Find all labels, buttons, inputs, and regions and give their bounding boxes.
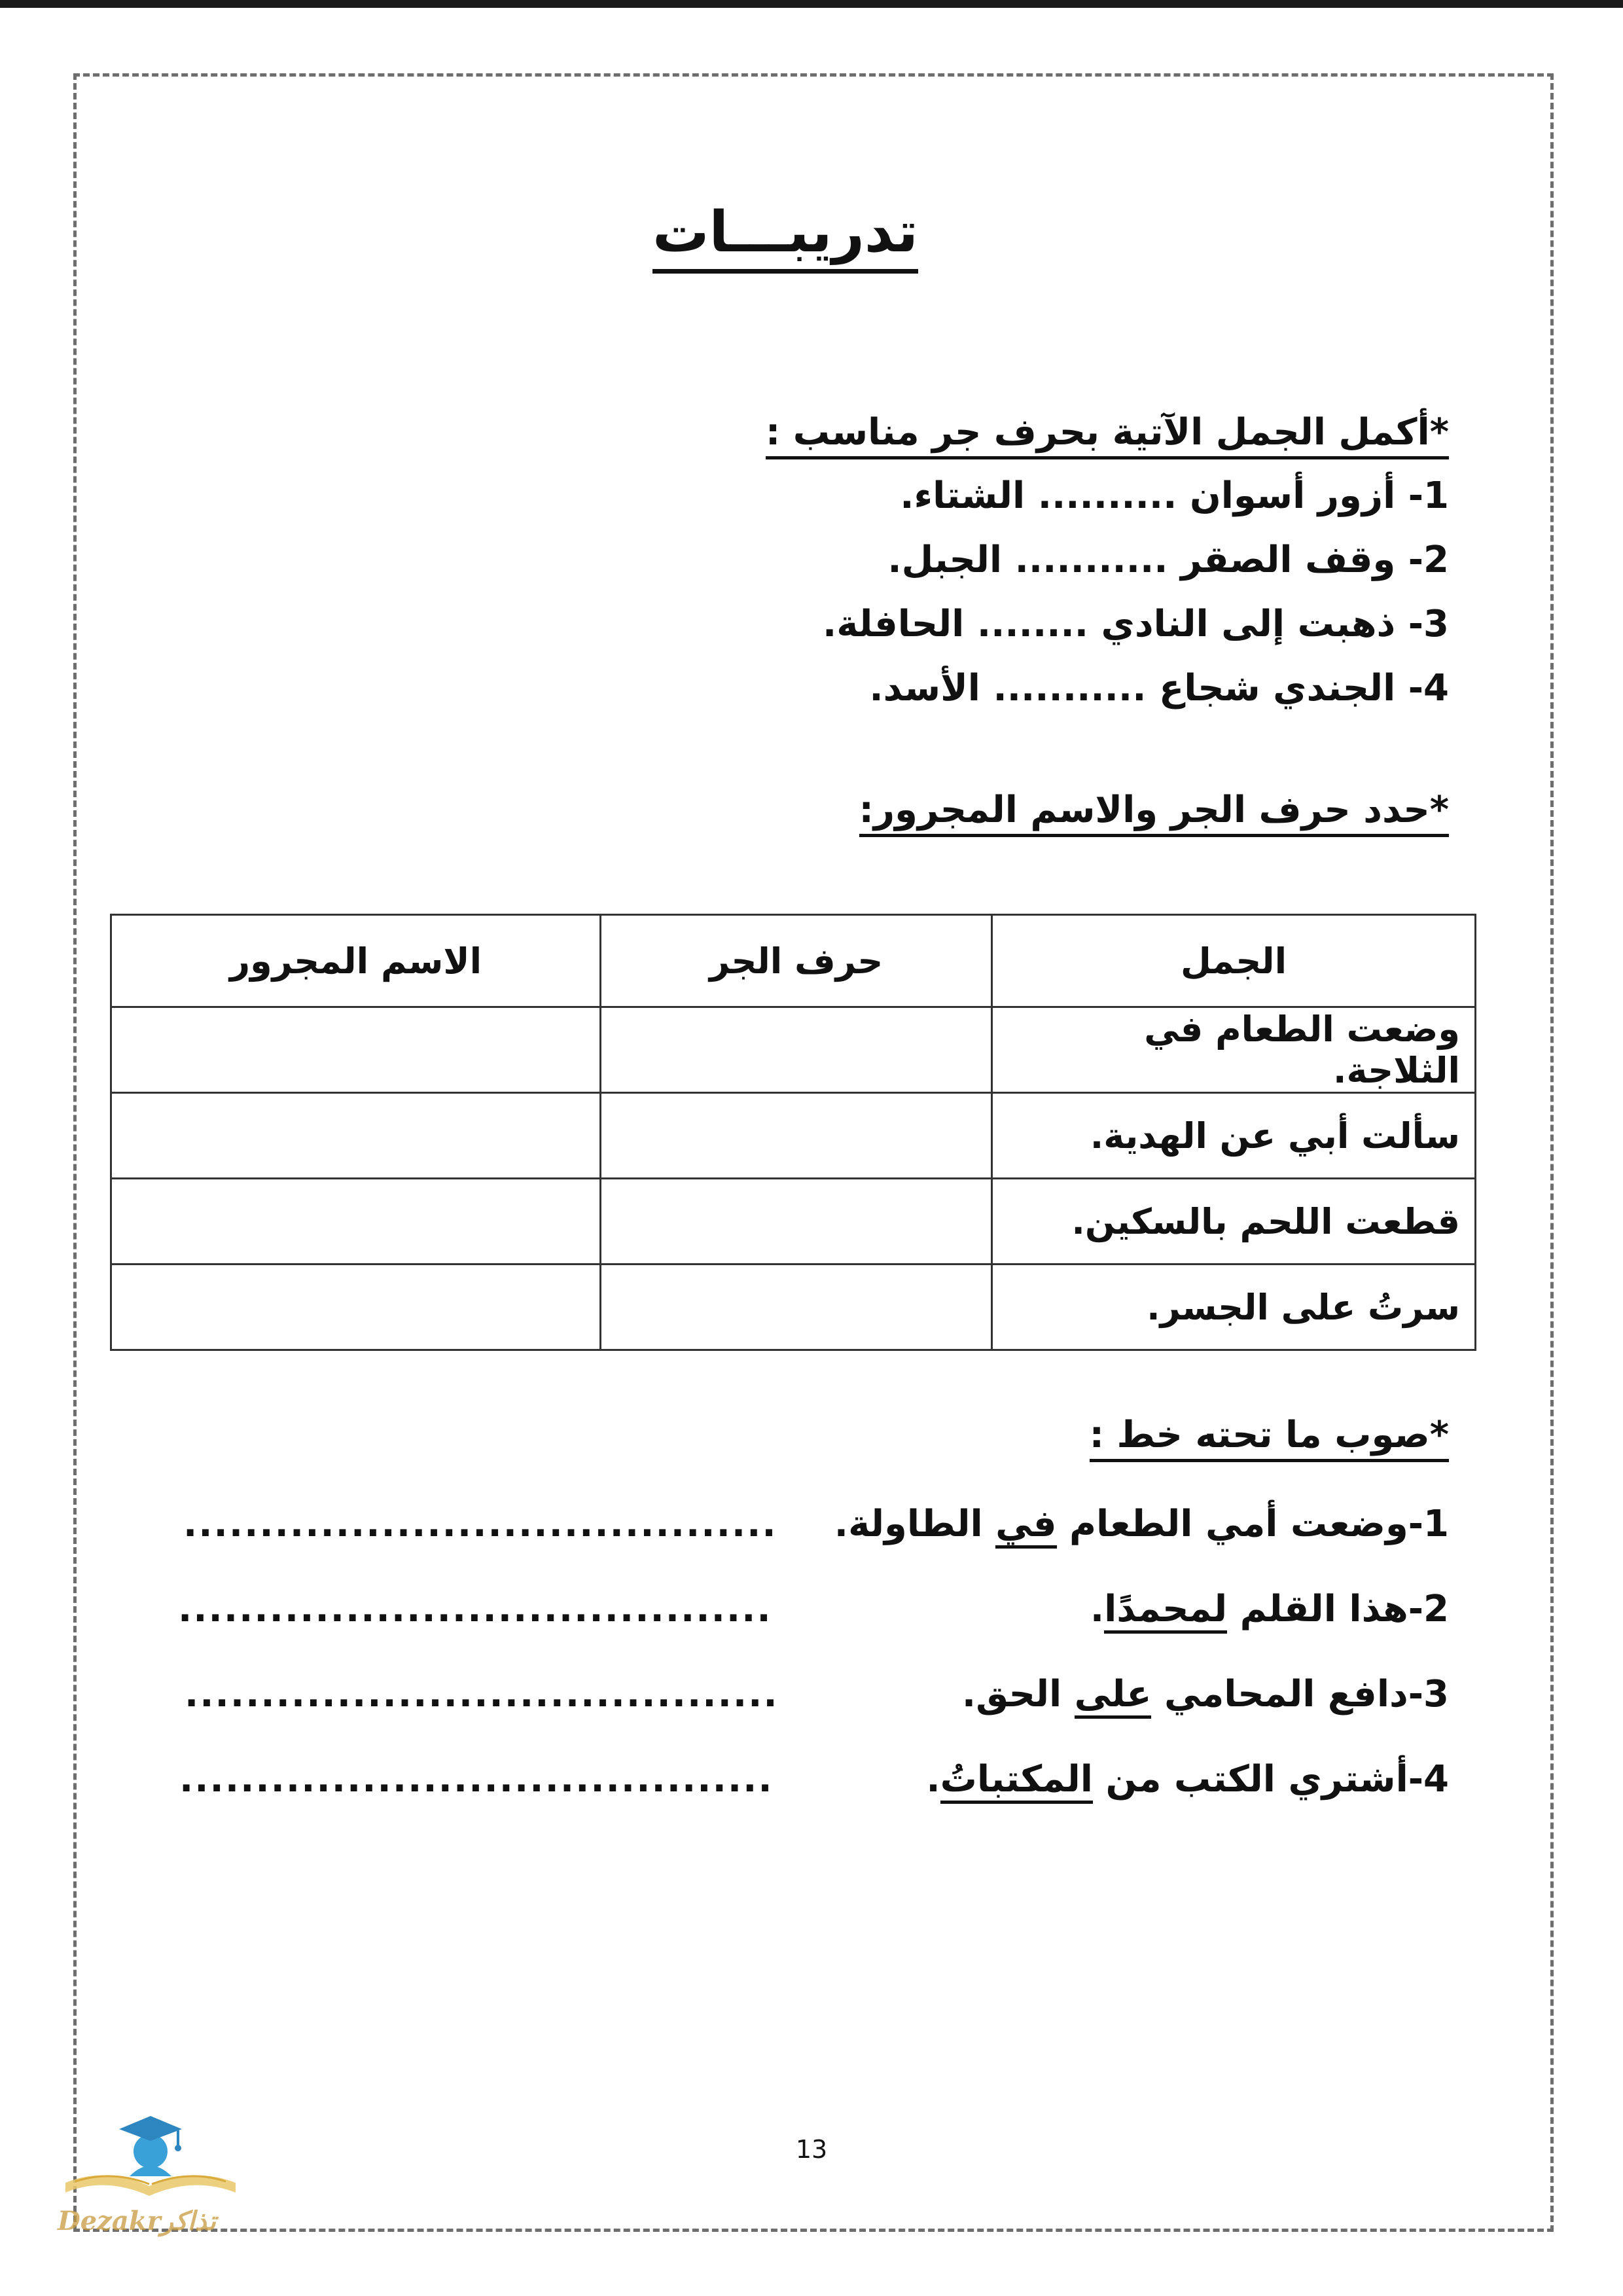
table-cell-genitive[interactable]: [111, 1265, 601, 1350]
table-row: [111, 1093, 1476, 1179]
table-header-row: [111, 915, 1476, 1007]
answer-line-1[interactable]: .......................................: [183, 1503, 777, 1545]
underlined-word: في: [995, 1503, 1056, 1549]
table-cell-preposition[interactable]: [601, 1265, 992, 1350]
section1-item-4: 4- الجندي شجاع ........... الأسد.: [869, 667, 1449, 709]
section3-heading: *صوب ما تحته خط :: [1090, 1414, 1449, 1456]
header-preposition: حرف الجر: [601, 915, 992, 1007]
table-row: [111, 1265, 1476, 1350]
header-genitive-noun: الاسم المجرور: [111, 915, 601, 1007]
page-title: تدريبـــات: [589, 200, 982, 265]
prepositions-table: [110, 914, 1476, 1351]
table-row: [111, 1007, 1476, 1093]
section1-item-1: 1- أزور أسوان .......... الشتاء.: [900, 475, 1449, 517]
table-cell-genitive[interactable]: [111, 1093, 601, 1179]
answer-line-4[interactable]: .......................................: [179, 1758, 774, 1801]
table-cell-sentence: سرتُ على الجسر.: [992, 1265, 1476, 1350]
answer-line-3[interactable]: .......................................: [185, 1673, 779, 1715]
table-cell-preposition[interactable]: [601, 1007, 992, 1093]
section1-heading: *أكمل الجمل الآتية بحرف جر مناسب :: [766, 411, 1449, 454]
correction-item-3: 3-دافع المحامي على الحق.: [962, 1673, 1449, 1715]
correction-item-2: 2-هذا القلم لمحمدًا.: [1090, 1588, 1449, 1630]
table-cell-genitive[interactable]: [111, 1007, 601, 1093]
section1-item-2: 2- وقف الصقر ........... الجبل.: [887, 539, 1449, 581]
header-sentences: الجمل: [992, 915, 1476, 1007]
table-cell-sentence: قطعت اللحم بالسكين.: [992, 1179, 1476, 1265]
graduate-book-icon: [52, 2104, 249, 2238]
top-edge-bar: [0, 0, 1623, 8]
answer-line-2[interactable]: .......................................: [178, 1588, 772, 1630]
underlined-word: المكتباتُ: [940, 1758, 1093, 1804]
table-row: [111, 1179, 1476, 1265]
underlined-word: لمحمدًا: [1104, 1588, 1227, 1634]
underlined-word: على: [1075, 1673, 1152, 1719]
section1-item-3: 3- ذهبت إلى النادي ........ الحافلة.: [822, 603, 1449, 645]
table-cell-genitive[interactable]: [111, 1179, 601, 1265]
section2-heading: *حدد حرف الجر والاسم المجرور:: [859, 789, 1449, 831]
table-cell-preposition[interactable]: [601, 1093, 992, 1179]
correction-item-4: 4-أشتري الكتب من المكتباتُ.: [926, 1758, 1449, 1801]
table-cell-sentence: وضعت الطعام في الثلاجة.: [992, 1007, 1476, 1093]
table-cell-preposition[interactable]: [601, 1179, 992, 1265]
page-number: 13: [795, 2135, 828, 2164]
watermark-text: Dezakrتذاكر: [58, 2206, 216, 2236]
correction-item-1: 1-وضعت أمي الطعام في الطاولة.: [834, 1503, 1449, 1545]
table-cell-sentence: سألت أبي عن الهدية.: [992, 1093, 1476, 1179]
